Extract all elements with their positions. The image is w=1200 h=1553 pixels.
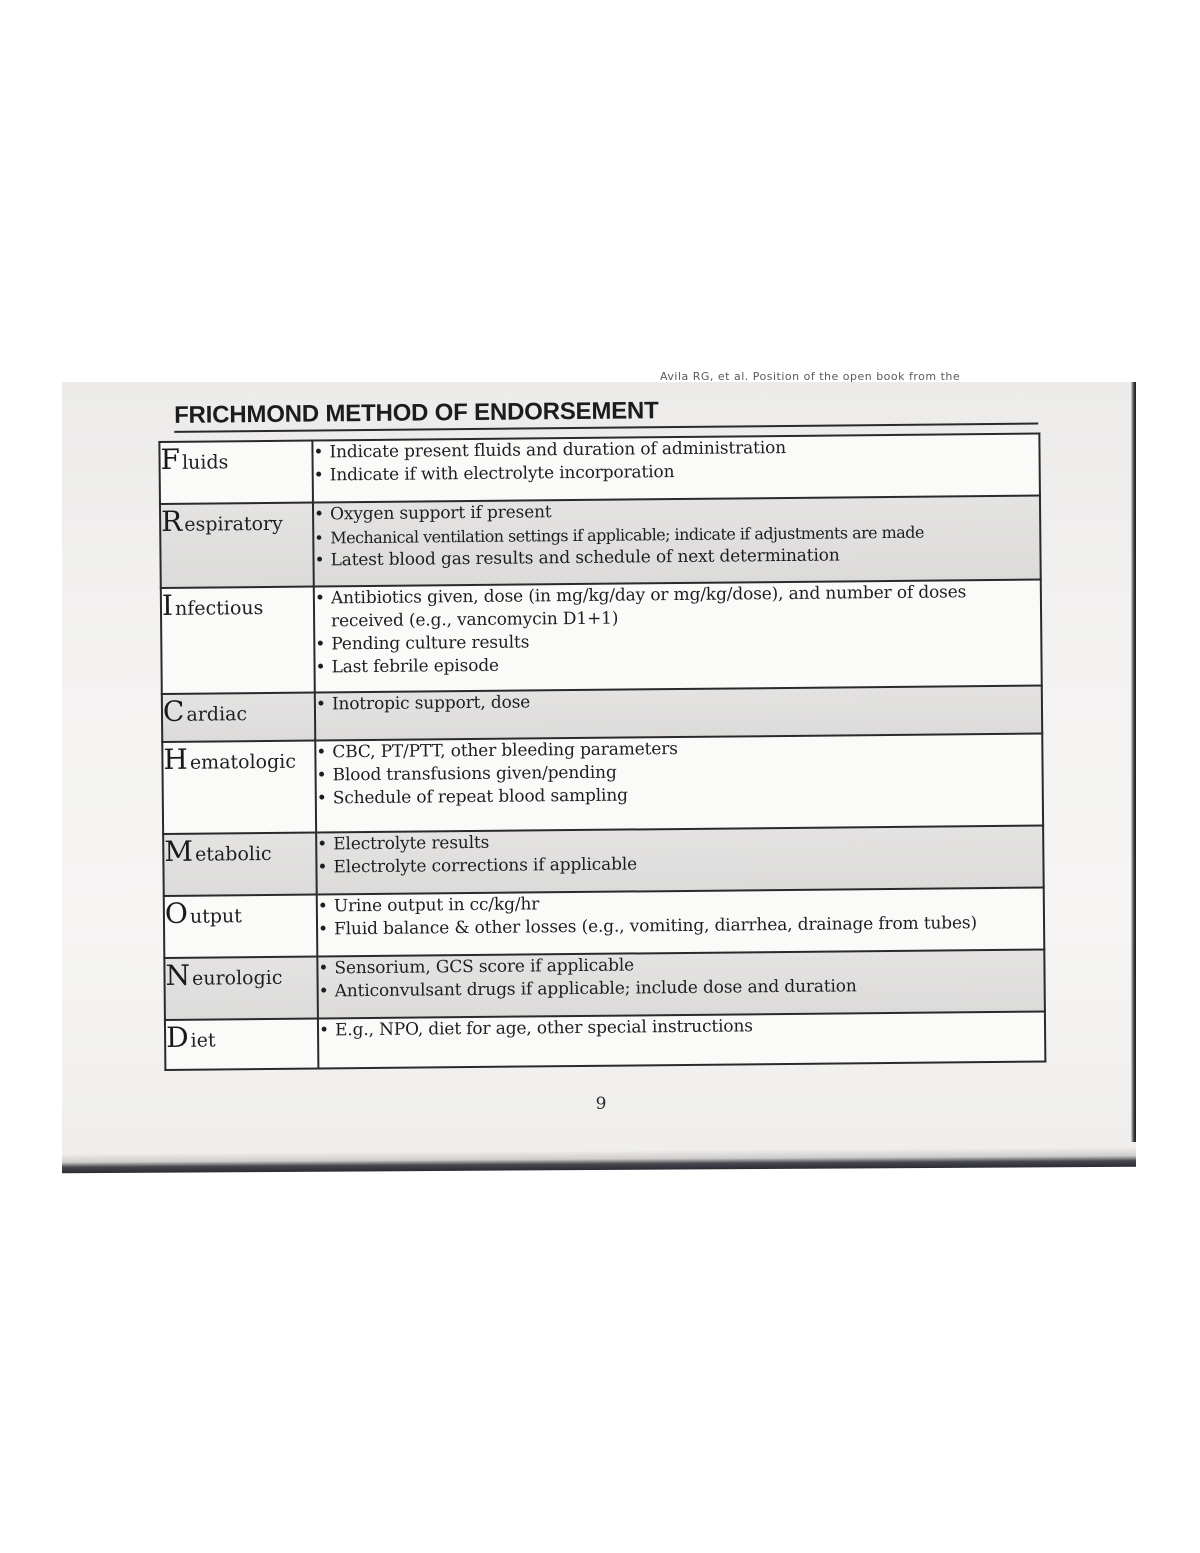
description-cell: [317, 950, 1045, 1019]
term-rest: etabolic: [194, 842, 272, 866]
term-cell: [164, 894, 318, 957]
term-rest: utput: [189, 905, 242, 928]
description-cell: [315, 734, 1043, 833]
description-cell: [318, 1012, 1045, 1069]
term-cell: [162, 693, 315, 742]
term-rest: espiratory: [184, 512, 283, 536]
bullet-item: • Indicate if with electrolyte incorporation: [314, 458, 1039, 488]
bullet-list: [318, 951, 1043, 1004]
term-cell: [164, 956, 318, 1019]
bullet-item: • Last febrile episode: [315, 650, 1040, 680]
table-row: [160, 496, 1041, 588]
bullet-item: • E.g., NPO, diet for age, other special instructions: [319, 1013, 1044, 1043]
term-initial-letter: H: [163, 742, 189, 776]
term-cell: [165, 1018, 318, 1069]
term-initial-letter: R: [160, 504, 183, 538]
term-cell: [159, 441, 313, 504]
page-edge-right: [1131, 382, 1136, 1142]
bullet-list: [316, 735, 1042, 811]
term-rest: ardiac: [186, 703, 248, 726]
bullet-item: • Schedule of repeat blood sampling: [317, 781, 1042, 811]
term-initial-letter: I: [161, 588, 174, 622]
bullet-item: • Oxygen support if present: [314, 497, 1039, 527]
description-cell: [313, 496, 1041, 587]
term-initial-letter: F: [160, 442, 181, 476]
term-rest: nfectious: [174, 596, 264, 620]
frichmond-table: [158, 433, 1046, 1071]
cropped-running-header: [660, 370, 1020, 383]
bullet-item: • Latest blood gas results and schedule of next determination: [314, 543, 1039, 573]
table-row: [162, 734, 1043, 834]
table-row: [164, 950, 1045, 1020]
page-number: 9: [595, 1094, 607, 1114]
bullet-item: • Mechanical ventilation settings if applicable; indicate if adjustments are made: [314, 520, 1039, 550]
bullet-list: [316, 687, 1041, 717]
term-cell: [160, 503, 314, 588]
term-cell: [162, 741, 316, 834]
bullet-item: • CBC, PT/PTT, other bleeding parameters: [316, 735, 1041, 765]
bullet-list: [319, 1013, 1044, 1043]
term-cell: [163, 833, 317, 896]
description-cell: [316, 826, 1044, 895]
bullet-item: • Blood transfusions given/pending: [316, 758, 1041, 788]
bullet-list: [317, 827, 1042, 880]
bullet-list: [313, 435, 1038, 488]
bullet-list: [315, 581, 1041, 680]
description-cell: [315, 686, 1042, 741]
bullet-item: • Inotropic support, dose: [316, 687, 1041, 717]
table-row: [162, 686, 1042, 742]
term-rest: luids: [181, 451, 229, 474]
term-initial-letter: C: [162, 694, 185, 728]
bullet-item: • Fluid balance & other losses (e.g., vomiting, diarrhea, drainage from tubes): [318, 912, 1043, 942]
bullet-item: • Electrolyte corrections if applicable: [317, 850, 1042, 880]
term-rest: iet: [190, 1029, 216, 1052]
table-row: [164, 888, 1045, 958]
description-cell: [312, 434, 1040, 503]
frichmond-table-body: [159, 434, 1045, 1070]
bullet-list: [314, 497, 1040, 573]
bullet-item: • Pending culture results: [315, 627, 1040, 657]
bullet-item: • Electrolyte results: [317, 827, 1042, 857]
term-initial-letter: O: [164, 896, 189, 930]
term-initial-letter: M: [164, 834, 194, 868]
term-rest: ematologic: [189, 750, 297, 774]
description-cell: [317, 888, 1045, 957]
table-row: [165, 1012, 1045, 1070]
cropped-running-header-text: Avila RG, et al. Position of the open book from the: [660, 370, 961, 383]
bullet-item: • Indicate present fluids and duration of administration: [313, 435, 1038, 465]
bullet-item: • Urine output in cc/kg/hr: [318, 889, 1043, 919]
term-initial-letter: D: [165, 1020, 189, 1054]
term-cell: [161, 587, 315, 694]
bullet-item: • Anticonvulsant drugs if applicable; include dose and duration: [319, 974, 1044, 1004]
bullet-list: [318, 889, 1043, 942]
table-row: [161, 580, 1042, 694]
table-row: [163, 826, 1044, 896]
description-cell: [314, 580, 1042, 693]
term-rest: eurologic: [191, 966, 283, 990]
table-row: [159, 434, 1040, 504]
bullet-item: • Sensorium, GCS score if applicable: [318, 951, 1043, 981]
document-content: [158, 394, 1044, 1071]
document-title: FRICHMOND METHOD OF ENDORSEMENT: [173, 397, 659, 429]
term-initial-letter: N: [165, 958, 191, 992]
bullet-item: • Antibiotics given, dose (in mg/kg/day or mg/kg/dose), and number of doses received (e.g., vancomycin D1+1): [315, 581, 1040, 634]
